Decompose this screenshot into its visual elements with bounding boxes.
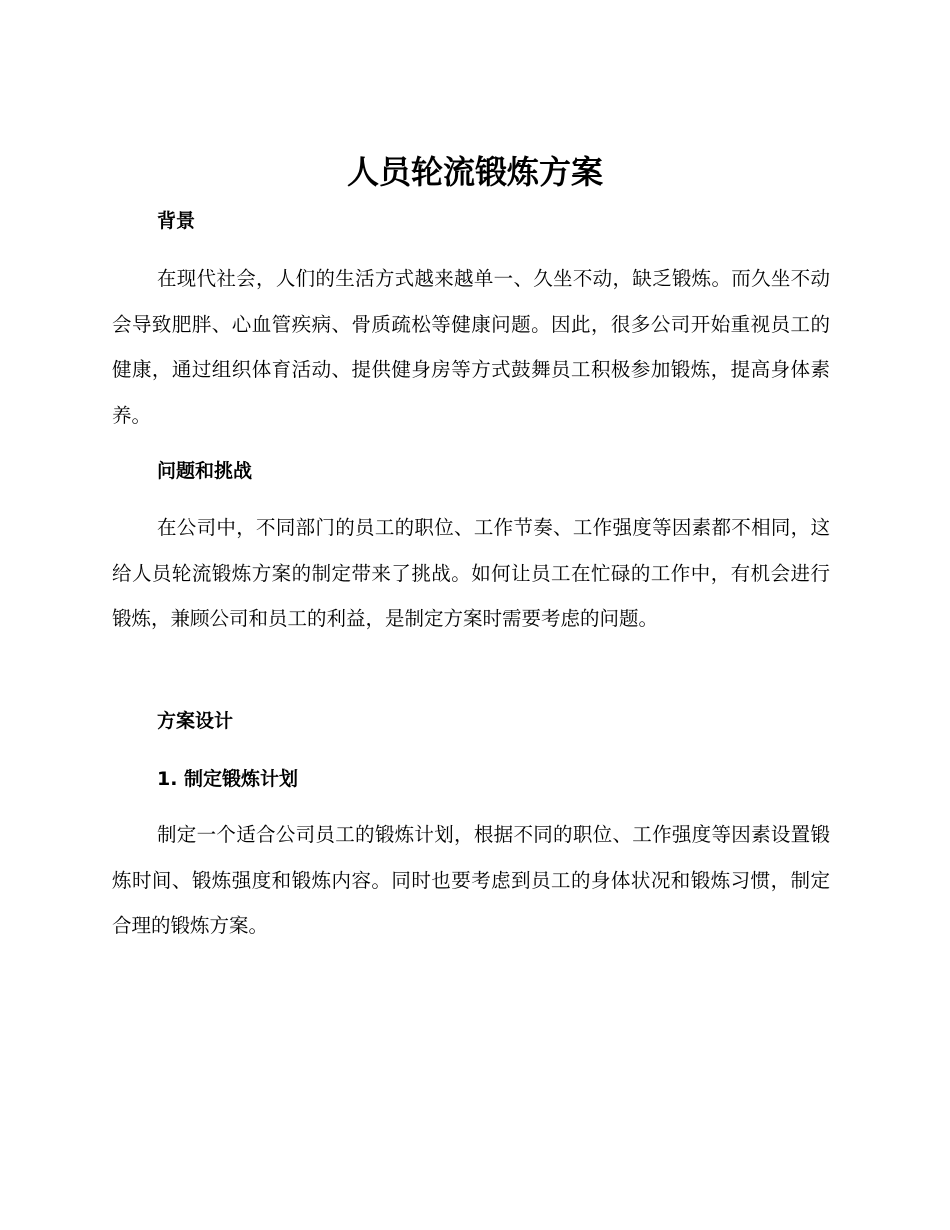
section-paragraph-plan: 制定一个适合公司员工的锻炼计划，根据不同的职位、工作强度等因素设置锻炼时间、锻炼强度和锻炼内容。同时也要考虑到员工的身体状况和锻炼习惯，制定合理的锻炼方案。 [112,823,830,937]
document-title: 人员轮流锻炼方案 [346,153,603,191]
section-heading-plan: 1. 制定锻炼计划 [157,768,299,790]
section-heading-problems: 问题和挑战 [157,460,253,482]
section-heading-background: 背景 [157,210,196,232]
section-paragraph-problems: 在公司中，不同部门的员工的职位、工作节奏、工作强度等因素都不相同，这给人员轮流锻炼方案的制定带来了挑战。如何让员工在忙碌的工作中，有机会进行锻炼，兼顾公司和员工的利益，是制定方案时需要考虑的问题。 [112,516,830,630]
section-heading-design: 方案设计 [157,710,234,732]
section-paragraph-background: 在现代社会，人们的生活方式越来越单一、久坐不动，缺乏锻炼。而久坐不动会导致肥胖、心血管疾病、骨质疏松等健康问题。因此，很多公司开始重视员工的健康，通过组织体育活动、提供健身房等方式鼓舞员工积极参加锻炼，提高身体素养。 [112,267,830,427]
